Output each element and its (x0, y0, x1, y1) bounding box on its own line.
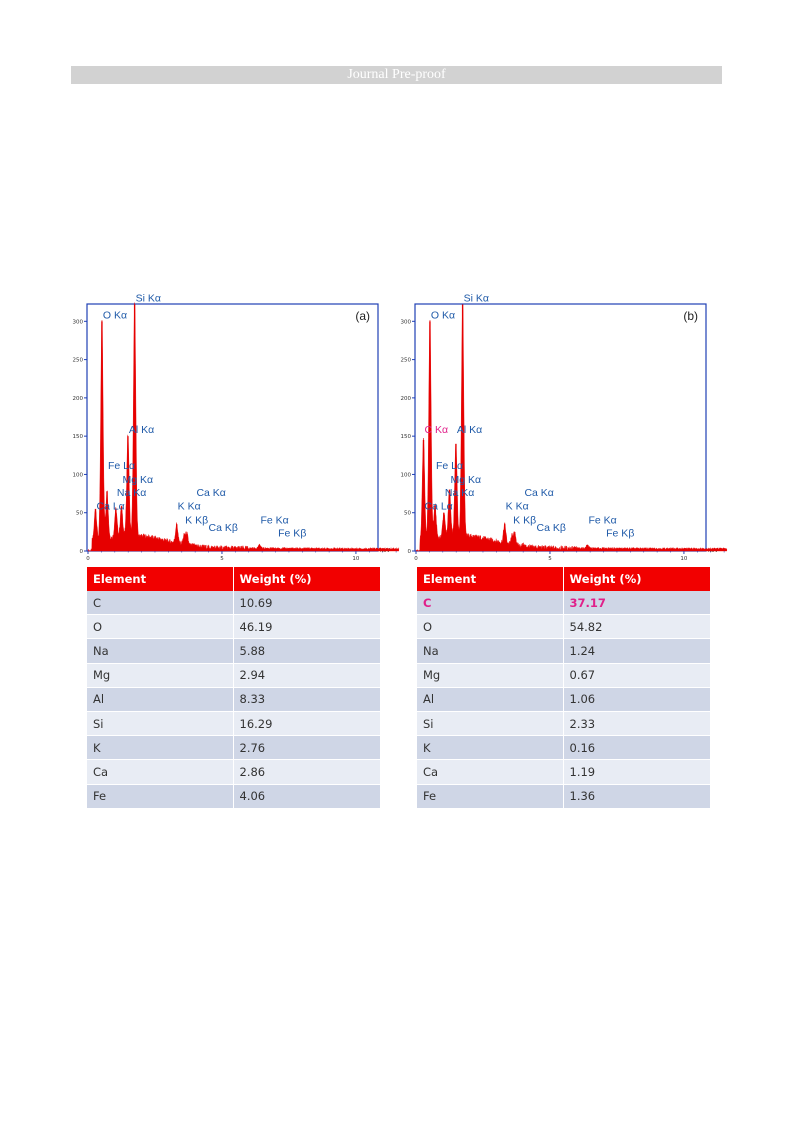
x-tick-label: 5 (220, 556, 224, 562)
table-cell: 10.69 (233, 591, 381, 615)
table-cell: 54.82 (563, 615, 711, 639)
y-tick-label: 250 (400, 357, 411, 364)
y-tick-label: 0 (79, 549, 83, 555)
y-tick-label: 100 (72, 472, 83, 479)
table-row (87, 639, 381, 663)
table-cell: O (87, 615, 233, 639)
peak-annotation: Ca Kβ (208, 522, 238, 535)
peak-annotation: Mg Kα (450, 473, 482, 486)
peak-annotation: Al Kα (456, 424, 483, 437)
y-tick-label: 200 (400, 395, 411, 402)
journal-preproof-banner: Journal Pre-proof (71, 66, 722, 84)
table-cell: O (417, 615, 563, 639)
table-row (417, 711, 711, 735)
x-tick-label: 10 (352, 556, 360, 562)
table-cell: 46.19 (233, 615, 381, 639)
table-row (87, 615, 381, 639)
peak-annotation: Ca Kα (196, 486, 226, 499)
table-cell: Na (417, 639, 563, 663)
peak-annotation: Fe Lα (108, 460, 136, 473)
table-cell: 16.29 (233, 711, 381, 735)
table-row (87, 687, 381, 711)
table-row (417, 663, 711, 687)
peak-annotation: Ca Lα (96, 500, 125, 513)
table-cell: K (87, 736, 233, 760)
table-header-row (417, 567, 711, 591)
eds-spectrum-a (67, 292, 385, 562)
peak-annotation: K Kα (177, 500, 201, 513)
y-tick-label: 150 (400, 434, 411, 441)
y-tick-label: 200 (72, 395, 83, 402)
y-tick-label: 300 (400, 319, 411, 326)
panel-label: (a) (355, 309, 370, 323)
peak-annotation: K Kβ (513, 514, 537, 527)
table-header-row (87, 567, 381, 591)
table-cell: 8.33 (233, 687, 381, 711)
peak-annotation: Ca Kβ (536, 522, 566, 535)
composition-table-a (87, 567, 381, 809)
table-row (417, 687, 711, 711)
peak-annotation: Si Kα (463, 292, 489, 305)
table-cell: Si (87, 711, 233, 735)
table-row (417, 736, 711, 760)
peak-annotation: Fe Kβ (278, 527, 307, 540)
peak-annotation: Al Kα (128, 424, 155, 437)
x-tick-label: 0 (414, 556, 418, 562)
eds-spectrum-b (395, 292, 713, 562)
table-cell: Mg (87, 663, 233, 687)
peak-annotation: O Kα (430, 309, 456, 322)
x-tick-label: 0 (86, 556, 90, 562)
table-row (87, 711, 381, 735)
peak-annotation: Fe Kα (260, 514, 289, 527)
table-cell: 1.19 (563, 760, 711, 784)
peak-annotation: C Kα (424, 424, 449, 437)
y-tick-label: 300 (72, 319, 83, 326)
y-tick-label: 250 (72, 357, 83, 364)
x-tick-label: 5 (548, 556, 552, 562)
y-tick-label: 100 (400, 472, 411, 479)
table-row (87, 784, 381, 808)
peak-annotation: Si Kα (135, 292, 161, 305)
peak-annotation: Fe Kβ (606, 527, 635, 540)
peak-annotation: Ca Lα (424, 500, 453, 513)
peak-annotation: K Kα (505, 500, 529, 513)
table-row (87, 591, 381, 615)
table-cell: C (417, 591, 563, 615)
table-cell: Ca (87, 760, 233, 784)
y-tick-label: 50 (76, 510, 83, 517)
table-cell: 1.24 (563, 639, 711, 663)
panel-label: (b) (683, 309, 698, 323)
column-header: Element (87, 567, 233, 591)
table-cell: K (417, 736, 563, 760)
column-header: Element (417, 567, 563, 591)
table-cell: 5.88 (233, 639, 381, 663)
table-row (417, 591, 711, 615)
table-row (417, 784, 711, 808)
table-cell: Fe (87, 784, 233, 808)
table-cell: 0.67 (563, 663, 711, 687)
peak-annotation: O Kα (102, 309, 128, 322)
peak-annotation: Na Kα (116, 486, 147, 499)
table-row (87, 736, 381, 760)
column-header: Weight (%) (563, 567, 711, 591)
y-tick-label: 0 (407, 549, 411, 555)
table-cell: 2.33 (563, 711, 711, 735)
table-row (417, 760, 711, 784)
table-cell: Al (417, 687, 563, 711)
table-cell: 1.06 (563, 687, 711, 711)
table-cell: Si (417, 711, 563, 735)
table-cell: 2.86 (233, 760, 381, 784)
table-cell: Ca (417, 760, 563, 784)
peak-annotation: Fe Kα (588, 514, 617, 527)
table-cell: 2.76 (233, 736, 381, 760)
spectrum-svg-a (67, 292, 385, 562)
table-cell: 0.16 (563, 736, 711, 760)
table-cell: Fe (417, 784, 563, 808)
table-cell: 1.36 (563, 784, 711, 808)
column-header: Weight (%) (233, 567, 381, 591)
peak-annotation: K Kβ (185, 514, 209, 527)
y-tick-label: 150 (72, 434, 83, 441)
table-row (417, 639, 711, 663)
table-cell: Na (87, 639, 233, 663)
table-cell: 2.94 (233, 663, 381, 687)
table-cell: C (87, 591, 233, 615)
peak-annotation: Na Kα (444, 486, 475, 499)
table-row (417, 615, 711, 639)
peak-annotation: Ca Kα (524, 486, 554, 499)
peak-annotation: Mg Kα (122, 473, 154, 486)
y-tick-label: 50 (404, 510, 411, 517)
x-tick-label: 10 (680, 556, 688, 562)
table-cell: Al (87, 687, 233, 711)
table-cell: 4.06 (233, 784, 381, 808)
composition-table-b (417, 567, 711, 809)
spectrum-svg-b (395, 292, 713, 562)
table-row (87, 663, 381, 687)
table-row (87, 760, 381, 784)
table-cell: 37.17 (563, 591, 711, 615)
peak-annotation: Fe Lα (436, 460, 464, 473)
table-cell: Mg (417, 663, 563, 687)
